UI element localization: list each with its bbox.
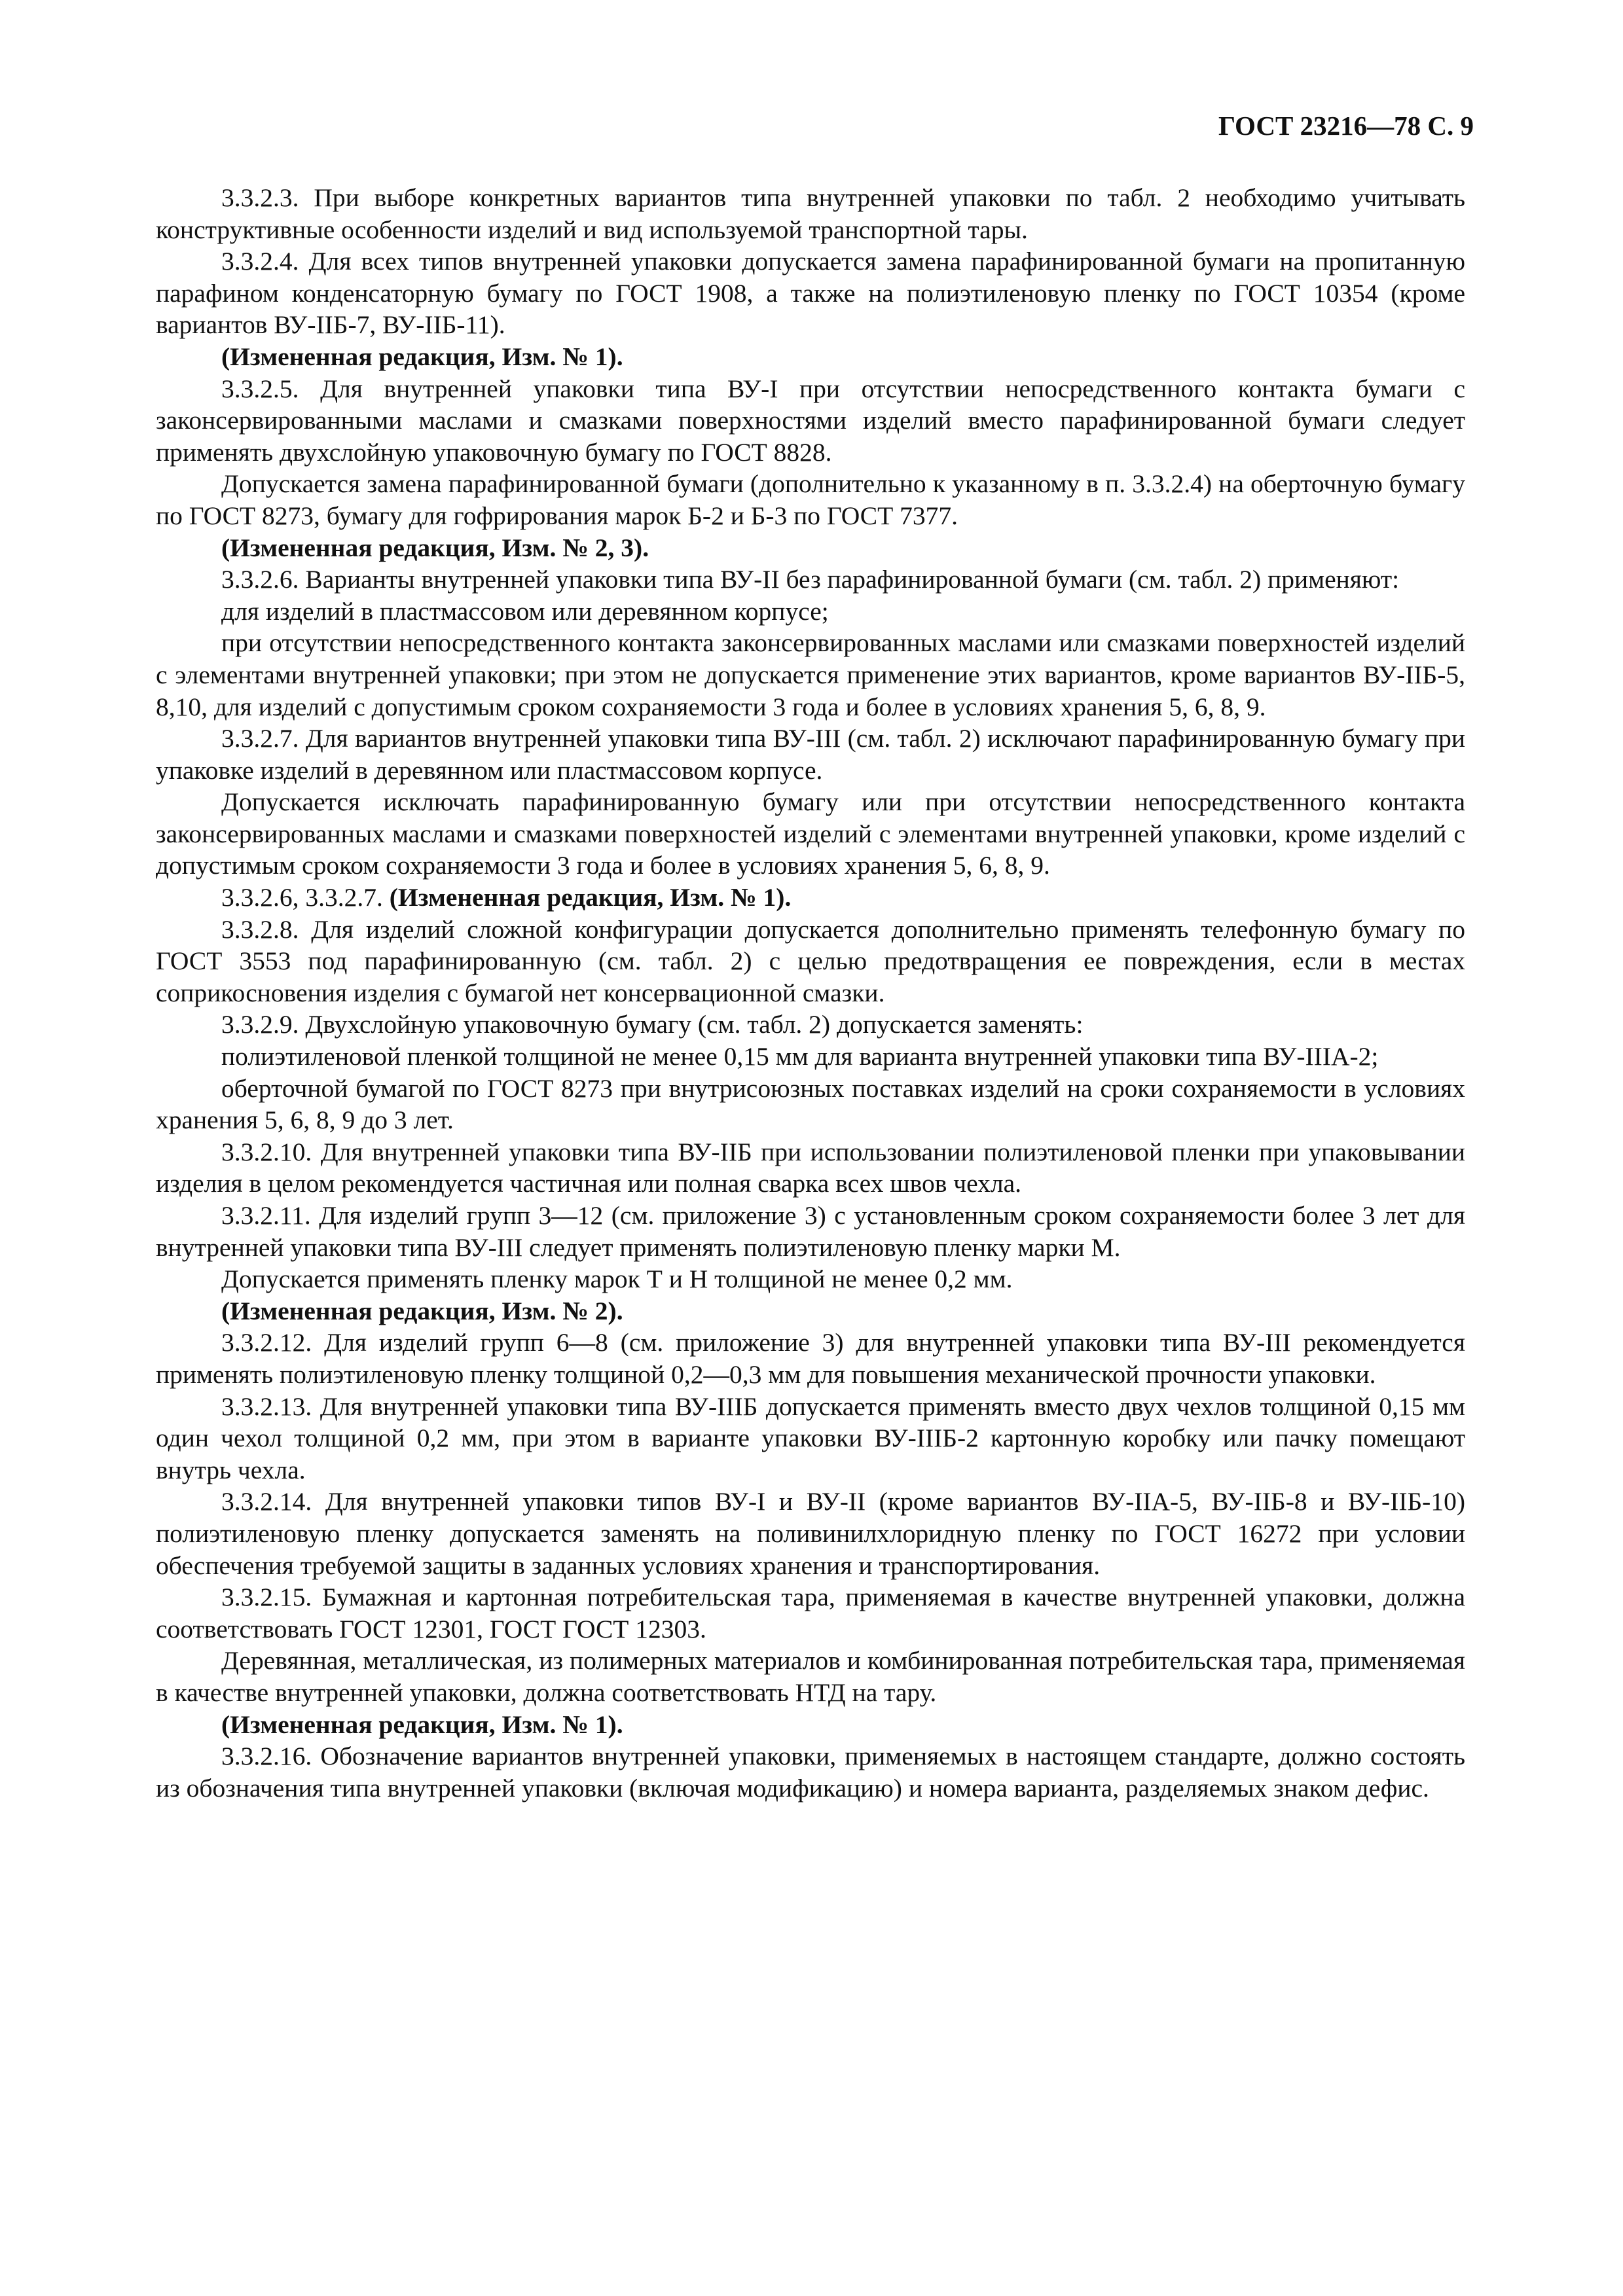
paragraph-3-3-2-5: 3.3.2.5. Для внутренней упаковки типа ВУ-I при отсутствии непосредственного контакта бумаги с законсервированными маслами и смазками поверхностями изделий вместо парафинированной бумаги следует применять двухслойную упаковочную бумагу по ГОСТ 8828. [156, 374, 1465, 467]
paragraph-3-3-2-4: 3.3.2.4. Для всех типов внутренней упаковки допускается замена парафинированной бумаги на пропитанную парафином конденсаторную бумагу по ГОСТ 1908, а также на полиэтиленовую пленку по ГОСТ 10354 (кроме вариантов ВУ-IIБ-7, ВУ-IIБ-11). [156, 247, 1465, 340]
paragraph-3-3-2-15-addendum: Деревянная, металлическая, из полимерных материалов и комбинированная потребительская тара, применяемая в качестве внутренней упаковки, должна соответствовать НТД на тару. [156, 1646, 1465, 1707]
edition-note-bold: (Измененная редакция, Изм. № 1). [389, 883, 792, 912]
document-body [156, 182, 1465, 1804]
paragraph-3-3-2-3: 3.3.2.3. При выборе конкретных вариантов типа внутренней упаковки по табл. 2 необходимо учитывать конструктивные особенности изделий и вид используемой транспортной тары. [156, 183, 1465, 244]
page-header: ГОСТ 23216—78 С. 9 [1218, 111, 1474, 141]
paragraph-3-3-2-14: 3.3.2.14. Для внутренней упаковки типов ВУ-I и ВУ-II (кроме вариантов ВУ-IIА-5, ВУ-IIБ-8 и ВУ-IIБ-10) полиэтиленовую пленку допускается заменять на поливинилхлоридную пленку по ГОСТ 16272 при условии обеспечения требуемой защиты в заданных условиях хранения и транспортирования. [156, 1487, 1465, 1580]
paragraph-3-3-2-12: 3.3.2.12. Для изделий групп 6—8 (см. приложение 3) для внутренней упаковки типа ВУ-III рекомендуется применять полиэтиленовую пленку толщиной 0,2—0,3 мм для повышения механической прочности упаковки. [156, 1328, 1465, 1389]
paragraph-3-3-2-13: 3.3.2.13. Для внутренней упаковки типа ВУ-IIIБ допускается применять вместо двух чехлов толщиной 0,15 мм один чехол толщиной 0,2 мм, при этом в варианте упаковки ВУ-IIIБ-2 картонную коробку или пачку помещают внутрь чехла. [156, 1391, 1465, 1484]
edition-note-reference: 3.3.2.6, 3.3.2.7. [221, 883, 390, 912]
paragraph-3-3-2-6-item-1: для изделий в пластмассовом или деревянном корпусе; [221, 596, 829, 626]
paragraph-3-3-2-9-item-1: полиэтиленовой пленкой толщиной не менее 0,15 мм для варианта внутренней упаковки типа ВУ-IIIА-2; [221, 1042, 1379, 1071]
paragraph-3-3-2-6: 3.3.2.6. Варианты внутренней упаковки типа ВУ-II без парафинированной бумаги (см. табл. 2) применяют: [221, 565, 1400, 594]
paragraph-3-3-2-9: 3.3.2.9. Двухслойную упаковочную бумагу (см. табл. 2) допускается заменять: [221, 1010, 1084, 1039]
paragraph-3-3-2-6-item-2: при отсутствии непосредственного контакта законсервированных маслами или смазками поверхностей изделий с элементами внутренней упаковки; при этом не допускается применение этих вариантов, кроме вариантов ВУ-IIБ-5, 8,10, для изделий с допустимым сроком сохраняемости 3 года и более в условиях хранения 5, 6, 8, 9. [156, 628, 1465, 721]
edition-note-3-3-2-6-7 [156, 882, 1465, 914]
paragraph-3-3-2-16: 3.3.2.16. Обозначение вариантов внутренней упаковки, применяемых в настоящем стандарте, должно состоять из обозначения типа внутренней упаковки (включая модификацию) и номера варианта, разделяемых знаком дефис. [156, 1742, 1465, 1803]
paragraph-3-3-2-11: 3.3.2.11. Для изделий групп 3—12 (см. приложение 3) с установленным сроком сохраняемости более 3 лет для внутренней упаковки типа ВУ-III следует применять полиэтиленовую пленку марки М. [156, 1201, 1465, 1262]
paragraph-3-3-2-7-addendum: Допускается исключать парафинированную бумагу или при отсутствии непосредственного контакта законсервированных маслами и смазками поверхностей изделий с элементами внутренней упаковки, кроме изделий с допустимым сроком сохраняемости 3 года и более в условиях хранения 5, 6, 8, 9. [156, 787, 1465, 880]
edition-note: (Измененная редакция, Изм. № 1). [221, 342, 623, 371]
paragraph-3-3-2-15: 3.3.2.15. Бумажная и картонная потребительская тара, применяемая в качестве внутренней упаковки, должна соответствовать ГОСТ 12301, ГОСТ ГОСТ 12303. [156, 1583, 1465, 1643]
paragraph-3-3-2-9-item-2: оберточной бумагой по ГОСТ 8273 при внутрисоюзных поставках изделий на сроки сохраняемости в условиях хранения 5, 6, 8, 9 до 3 лет. [156, 1073, 1465, 1135]
paragraph-3-3-2-11-addendum: Допускается применять пленку марок Т и Н толщиной не менее 0,2 мм. [221, 1265, 1013, 1294]
edition-note: (Измененная редакция, Изм. № 2). [221, 1296, 623, 1325]
paragraph-3-3-2-5-addendum: Допускается замена парафинированной бумаги (дополнительно к указанному в п. 3.3.2.4) на оберточную бумагу по ГОСТ 8273, бумагу для гофрирования марок Б-2 и Б-3 по ГОСТ 7377. [156, 469, 1465, 530]
paragraph-3-3-2-8: 3.3.2.8. Для изделий сложной конфигурации допускается дополнительно применять телефонную бумагу по ГОСТ 3553 под парафинированную (см. табл. 2) с целью предотвращения ее повреждения, если в местах соприкосновения изделия с бумагой нет консервационной смазки. [156, 914, 1465, 1007]
paragraph-3-3-2-7: 3.3.2.7. Для вариантов внутренней упаковки типа ВУ-III (см. табл. 2) исключают парафинированную бумагу при упаковке изделий в деревянном или пластмассовом корпусе. [156, 724, 1465, 785]
edition-note: (Измененная редакция, Изм. № 1). [221, 1710, 623, 1739]
paragraph-3-3-2-10: 3.3.2.10. Для внутренней упаковки типа ВУ-IIБ при использовании полиэтиленовой пленки при упаковывании изделия в целом рекомендуется частичная или полная сварка всех швов чехла. [156, 1137, 1465, 1198]
edition-note: (Измененная редакция, Изм. № 2, 3). [221, 533, 649, 562]
